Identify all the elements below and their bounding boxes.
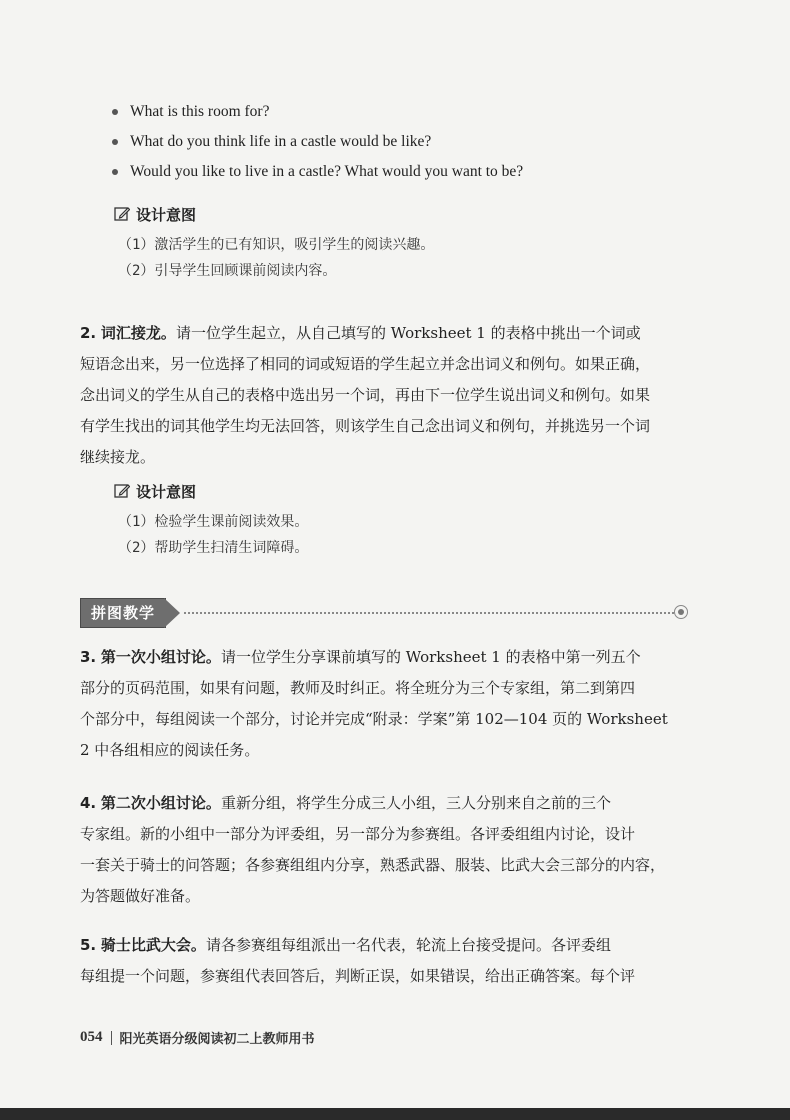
step-heading: 骑士比武大会。 [100, 936, 206, 954]
section-tab-arrow [164, 598, 180, 628]
step-2-paragraph [80, 318, 690, 473]
step-heading: 词汇接龙。 [100, 324, 176, 342]
list-item: What is this room for? [108, 100, 708, 130]
text-line: 重新分组，将学生分成三人小组，三人分别来自之前的三个 [220, 794, 611, 812]
text-line: 继续接龙。 [80, 448, 156, 466]
intent-line: （1）激活学生的已有知识，吸引学生的阅读兴趣。 [118, 237, 435, 253]
bottom-edge-bar [0, 1108, 790, 1120]
step-5-paragraph [80, 930, 690, 992]
step-number: 2. [80, 324, 97, 342]
intent-title: 设计意图 [136, 205, 197, 224]
intent-line: （2）帮助学生扫清生词障碍。 [118, 540, 309, 556]
intent-title: 设计意图 [136, 482, 197, 501]
section-label: 拼图教学 [80, 598, 166, 628]
text-line: 每组提一个问题，参赛组代表回答后，判断正误，如果错误，给出正确答案。每个评 [80, 967, 636, 985]
question-list [108, 100, 708, 190]
intent-line: （2）引导学生回顾课前阅读内容。 [118, 263, 337, 279]
book-title: 阳光英语分级阅读初二上教师用书 [119, 1032, 315, 1047]
pencil-edit-icon [114, 206, 130, 222]
jigsaw-section-header [80, 598, 690, 628]
text-line: 短语念出来，另一位选择了相同的词或短语的学生起立并念出词义和例句。如果正确， [80, 355, 651, 373]
footer-divider [111, 1031, 112, 1045]
pencil-edit-icon [114, 483, 130, 499]
circle-end-icon [674, 605, 688, 619]
text-line: 2 中各组相应的阅读任务。 [80, 741, 260, 759]
text-line: 个部分中，每组阅读一个部分，讨论并完成“附录：学案”第 102—104 页的 Worksheet [80, 710, 668, 728]
step-number: 4. [80, 794, 97, 812]
text-line: 请一位学生分享课前填写的 Worksheet 1 的表格中第一列五个 [220, 648, 641, 666]
step-number: 5. [80, 936, 97, 954]
list-item: Would you like to live in a castle? What would you want to be? [108, 160, 708, 190]
text-line: 念出词义的学生从自己的表格中选出另一个词，再由下一位学生说出词义和例句。如果 [80, 386, 651, 404]
text-line: 部分的页码范围，如果有问题，教师及时纠正。将全班分为三个专家组，第二到第四 [80, 679, 636, 697]
list-item: What do you think life in a castle would be like? [108, 130, 708, 160]
step-4-paragraph [80, 788, 690, 912]
text-line: 请各参赛组每组派出一名代表，轮流上台接受提问。各评委组 [205, 936, 611, 954]
text-line: 为答题做好准备。 [80, 887, 201, 905]
step-number: 3. [80, 648, 97, 666]
design-intent-2 [114, 479, 674, 561]
text-line: 一套关于骑士的问答题；各参赛组组内分享，熟悉武器、服装、比武大会三部分的内容， [80, 856, 666, 874]
text-line: 有学生找出的词其他学生均无法回答，则该学生自己念出词义和例句，并挑选另一个词 [80, 417, 651, 435]
step-heading: 第一次小组讨论。 [100, 648, 221, 666]
dotted-divider [184, 612, 674, 614]
step-3-paragraph [80, 642, 690, 766]
design-intent-1 [114, 202, 674, 284]
page-number: 054 [80, 1029, 103, 1045]
intent-line: （1）检验学生课前阅读效果。 [118, 514, 309, 530]
page-footer [80, 1028, 315, 1047]
step-heading: 第二次小组讨论。 [100, 794, 221, 812]
text-line: 请一位学生起立，从自己填写的 Worksheet 1 的表格中挑出一个词或 [175, 324, 641, 342]
text-line: 专家组。新的小组中一部分为评委组，另一部分为参赛组。各评委组组内讨论，设计 [80, 825, 636, 843]
